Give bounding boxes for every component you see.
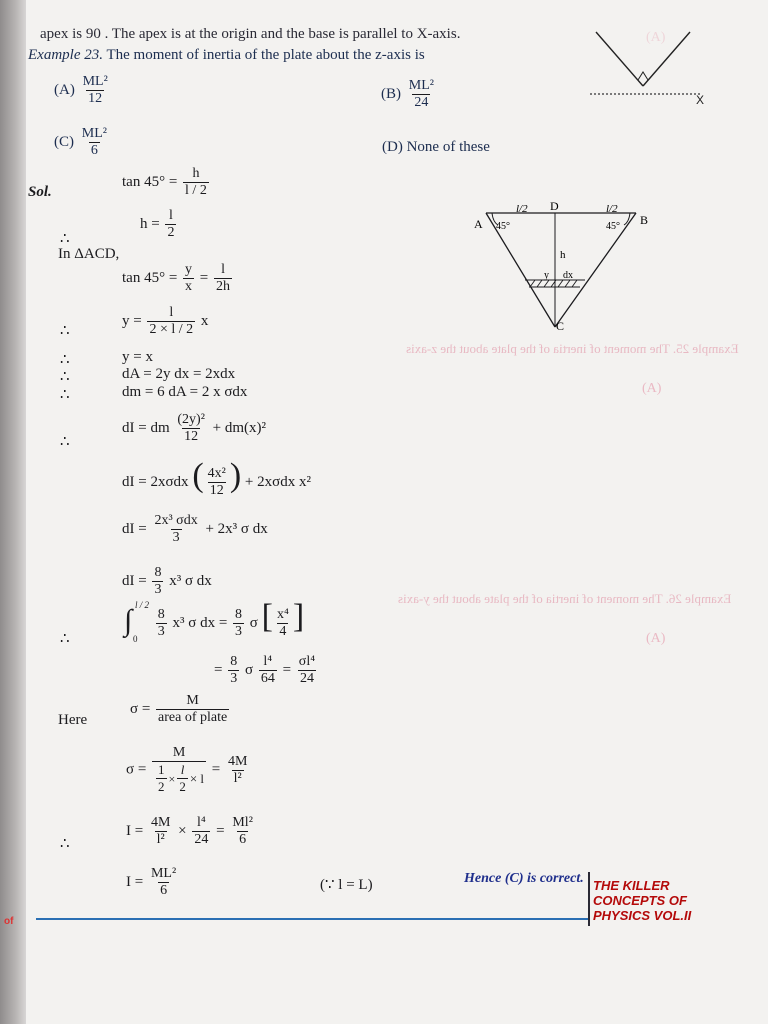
di4-lhs: dI = xyxy=(122,572,147,589)
int-x4-num: x⁴ xyxy=(276,607,289,623)
header-fragment: apex is 90 . The apex is at the origin and the base is parallel to X-axis. xyxy=(40,26,461,42)
tan-frac-2 xyxy=(183,262,194,295)
example-header xyxy=(28,47,425,64)
tan3-num: l xyxy=(221,262,225,277)
angle-b-label: 45° xyxy=(606,221,620,232)
sol-label: Sol. xyxy=(28,184,52,200)
di2-a: 2xσdx xyxy=(150,474,189,490)
option-a-den: 12 xyxy=(88,91,103,106)
i2-num: ML² xyxy=(150,866,177,881)
tan3-den: 2h xyxy=(216,279,231,294)
fig-left-edge xyxy=(596,32,643,86)
y-label: y xyxy=(544,270,549,281)
int-b: x³ σ dx = xyxy=(172,615,228,631)
di1-num: (2y)² xyxy=(177,412,205,427)
res-frac-3 xyxy=(297,654,317,687)
eq-I-1 xyxy=(126,815,257,848)
label-a: A xyxy=(474,217,483,231)
ghost-a-1: (A) xyxy=(642,381,662,396)
integral-lower: 0 xyxy=(133,633,138,644)
triangle-figure xyxy=(460,200,670,340)
sig2-times: × xyxy=(168,771,176,786)
book-spine xyxy=(0,0,26,1024)
example-label: Example 23. xyxy=(28,47,103,63)
sig2-l2-num: l xyxy=(180,762,185,777)
angle-a-label: 45° xyxy=(496,221,510,232)
ghost-a-2: (A) xyxy=(646,631,666,646)
di1-frac xyxy=(175,412,207,445)
therefore-4: ∴ xyxy=(60,369,70,385)
sig2-l2 xyxy=(177,762,188,795)
res3-den: 24 xyxy=(299,671,314,686)
i1-den-3: 6 xyxy=(239,832,247,847)
eq-result xyxy=(214,654,319,687)
sig2-den xyxy=(152,761,206,795)
res3-num: σl⁴ xyxy=(298,654,316,669)
di2-b: + 2xσdx x² xyxy=(244,474,311,490)
sig2-res xyxy=(226,754,249,787)
eq-sigma-2 xyxy=(126,745,251,795)
page xyxy=(26,0,768,1024)
int-num: 8 xyxy=(157,607,165,623)
sig1-den: area of plate xyxy=(158,710,228,725)
strip-hatch xyxy=(530,280,577,287)
h-num: l xyxy=(169,208,173,223)
di1-lhs: dI = xyxy=(122,419,147,436)
footer-rule xyxy=(36,918,588,920)
res-frac-1 xyxy=(228,654,239,687)
eq-dm: dm = 6 dA = 2 x σdx xyxy=(122,384,248,400)
sig2-half xyxy=(156,762,167,795)
i1-frac-1 xyxy=(149,815,172,848)
int-den: 3 xyxy=(157,624,165,640)
tan2-den: x xyxy=(185,279,193,294)
label-d: D xyxy=(550,200,559,213)
di3-lhs: dI = xyxy=(122,520,147,537)
option-b-num: ML² xyxy=(408,78,434,93)
tan-lhs-2: tan 45° = xyxy=(122,269,178,286)
di3-b: + 2x³ σ dx xyxy=(205,520,268,537)
res-frac-2 xyxy=(259,654,277,687)
res1-b: σ xyxy=(244,661,254,678)
int-br-r: ] xyxy=(292,598,305,635)
res-eq-1: = xyxy=(214,661,223,678)
di2-lhs: dI = xyxy=(122,474,147,490)
eq-tan-2 xyxy=(122,262,234,295)
sig2-lhs: σ = xyxy=(126,761,147,778)
option-c-frac xyxy=(80,126,109,159)
di2-frac xyxy=(206,466,228,499)
sig1-frac xyxy=(156,693,229,726)
brand-line-1: THE KILLER xyxy=(593,878,670,893)
eq-tan-1 xyxy=(122,166,211,199)
option-a-num: ML² xyxy=(82,74,108,89)
sig2-half-den: 2 xyxy=(158,779,165,794)
option-b xyxy=(381,78,438,111)
di4-num: 8 xyxy=(154,565,162,580)
ghost-a-3: (A) xyxy=(646,30,666,45)
eq-h xyxy=(140,208,178,241)
option-a-frac xyxy=(81,74,110,107)
di1-b: + dm(x)² xyxy=(212,419,267,436)
eq-di-4 xyxy=(122,565,212,598)
in-acd: In ΔACD, xyxy=(58,246,120,262)
i1-eq: = xyxy=(216,822,225,839)
sig2-res-num: 4M xyxy=(228,753,248,769)
option-c-key: (C) xyxy=(54,133,74,150)
di2-num: 4x² xyxy=(207,466,226,482)
label-b: B xyxy=(640,213,649,227)
sig2-num: M xyxy=(172,745,186,760)
res2-den: 64 xyxy=(260,671,275,686)
di4-frac xyxy=(152,565,163,598)
sig1-num: M xyxy=(186,693,199,708)
sig2-l2-den: 2 xyxy=(179,779,186,794)
i1-frac-2 xyxy=(192,815,210,848)
option-a-key: (A) xyxy=(54,81,75,98)
di1-a: dm xyxy=(150,419,170,436)
i2-lhs: I = xyxy=(126,873,144,890)
y-x: x xyxy=(200,312,209,329)
di2-den: 12 xyxy=(209,483,224,499)
half-1-label: l/2 xyxy=(516,203,528,215)
option-b-frac xyxy=(407,78,436,111)
di4-den: 3 xyxy=(154,582,162,597)
i1-times: × xyxy=(178,822,187,839)
eq-y-x: y = x xyxy=(122,349,153,365)
di3-frac xyxy=(152,513,199,546)
option-c-num: ML² xyxy=(81,126,107,141)
int-x4-frac xyxy=(275,607,291,640)
sig1-lhs: σ = xyxy=(130,700,151,717)
ghost-example-25: Example 25. The moment of inertia of the plate about the z-axis xyxy=(406,341,739,356)
int-c-frac xyxy=(233,607,244,640)
therefore-3: ∴ xyxy=(60,352,70,368)
int-c-den: 3 xyxy=(235,624,243,640)
sig2-res-den: l² xyxy=(233,770,242,786)
tan-lhs: tan 45° = xyxy=(122,173,178,190)
int-br-l: [ xyxy=(261,598,273,635)
eq-sigma-1 xyxy=(130,693,231,726)
di1-den: 12 xyxy=(184,429,199,444)
hence-note: Hence (C) is correct. xyxy=(464,871,584,886)
x-axis-label: X xyxy=(696,93,705,107)
res1-den: 3 xyxy=(230,671,238,686)
option-d-key: (D) xyxy=(382,139,403,155)
example-question: The moment of inertia of the plate about the z-axis is xyxy=(106,47,425,63)
option-c xyxy=(54,126,111,159)
int-c-num: 8 xyxy=(235,607,243,623)
di3-num: 2x³ σdx xyxy=(154,513,198,528)
i1-frac-3 xyxy=(230,815,255,848)
res2-num: l⁴ xyxy=(263,654,273,669)
y-lhs: y = xyxy=(122,312,142,329)
i1-num-3: Ml² xyxy=(232,815,253,830)
label-c: C xyxy=(556,319,565,333)
therefore-5: ∴ xyxy=(60,387,70,403)
half-2-label: l/2 xyxy=(606,203,618,215)
therefore-2: ∴ xyxy=(60,323,70,339)
brand-line-2: CONCEPTS OF xyxy=(593,893,687,908)
option-a xyxy=(54,74,112,107)
eq-integral xyxy=(122,600,304,644)
brand-divider xyxy=(588,872,590,926)
h-label: h xyxy=(560,249,566,261)
eq-I-2 xyxy=(126,866,180,899)
therefore-7: ∴ xyxy=(60,631,70,647)
i1-lhs: I = xyxy=(126,822,144,839)
i2-den: 6 xyxy=(160,883,168,898)
option-d xyxy=(382,139,490,156)
int-frac xyxy=(156,607,167,640)
spine-mark: of xyxy=(4,916,14,927)
int-x4-den: 4 xyxy=(279,624,287,640)
option-c-den: 6 xyxy=(90,143,98,158)
i2-frac xyxy=(149,866,178,899)
tan2-num: y xyxy=(185,262,193,277)
di4-b: x³ σ dx xyxy=(169,572,212,589)
h-den: 2 xyxy=(167,225,175,240)
sig2-frac xyxy=(152,745,206,795)
h-lhs: h = xyxy=(140,215,160,232)
eq-di-1 xyxy=(122,412,266,445)
therefore-1: ∴ xyxy=(60,231,70,247)
dx-label: dx xyxy=(563,270,573,281)
i1-num-1: 4M xyxy=(150,815,171,830)
res1-num: 8 xyxy=(230,654,238,669)
sig2-tail: × l xyxy=(189,770,205,786)
eq-di-3 xyxy=(122,513,268,546)
h-frac xyxy=(165,208,176,241)
integral-upper: l / 2 xyxy=(135,599,150,610)
sig2-eq: = xyxy=(211,761,221,778)
i1-den-1: l² xyxy=(156,832,165,847)
here-label: Here xyxy=(58,712,88,728)
int-sigma: σ xyxy=(249,615,258,631)
option-d-text: None of these xyxy=(406,139,490,155)
res-eq-2: = xyxy=(282,661,292,678)
option-b-den: 24 xyxy=(414,95,429,110)
tan-frac-3 xyxy=(214,262,232,295)
brand-line-3: PHYSICS VOL.II xyxy=(593,908,692,923)
eq-di-2: dI = 2xσdx ( $\frac{\text{4x²}}{12}$ ) + 2xσdx x² xyxy=(122,457,311,499)
integral-sign: ∫ xyxy=(124,603,133,637)
di3-den: 3 xyxy=(172,530,180,545)
because-note: (∵ l = L) xyxy=(320,877,373,893)
tan2-eq: = xyxy=(199,269,209,286)
eq-y xyxy=(122,305,208,338)
i1-den-2: 24 xyxy=(194,832,209,847)
tan-den-1: l / 2 xyxy=(185,183,207,198)
therefore-6: ∴ xyxy=(60,434,70,450)
option-b-key: (B) xyxy=(381,85,401,102)
therefore-8: ∴ xyxy=(60,836,70,852)
sig2-half-num: 1 xyxy=(158,762,165,777)
ghost-example-26: Example 26. The moment of inertia of the plate about the y-axis xyxy=(398,591,732,606)
y-num: l xyxy=(169,305,174,320)
y-frac xyxy=(147,305,195,338)
tan-num-1: h xyxy=(192,166,200,181)
brand-block xyxy=(593,878,691,923)
eq-da: dA = 2y dx = 2xdx xyxy=(122,366,236,382)
y-den: 2 × l / 2 xyxy=(149,322,194,337)
integral-block xyxy=(122,599,150,644)
tan-frac-1 xyxy=(183,166,209,199)
fig-apex-mark xyxy=(638,72,648,80)
i1-num-2: l⁴ xyxy=(197,815,206,830)
